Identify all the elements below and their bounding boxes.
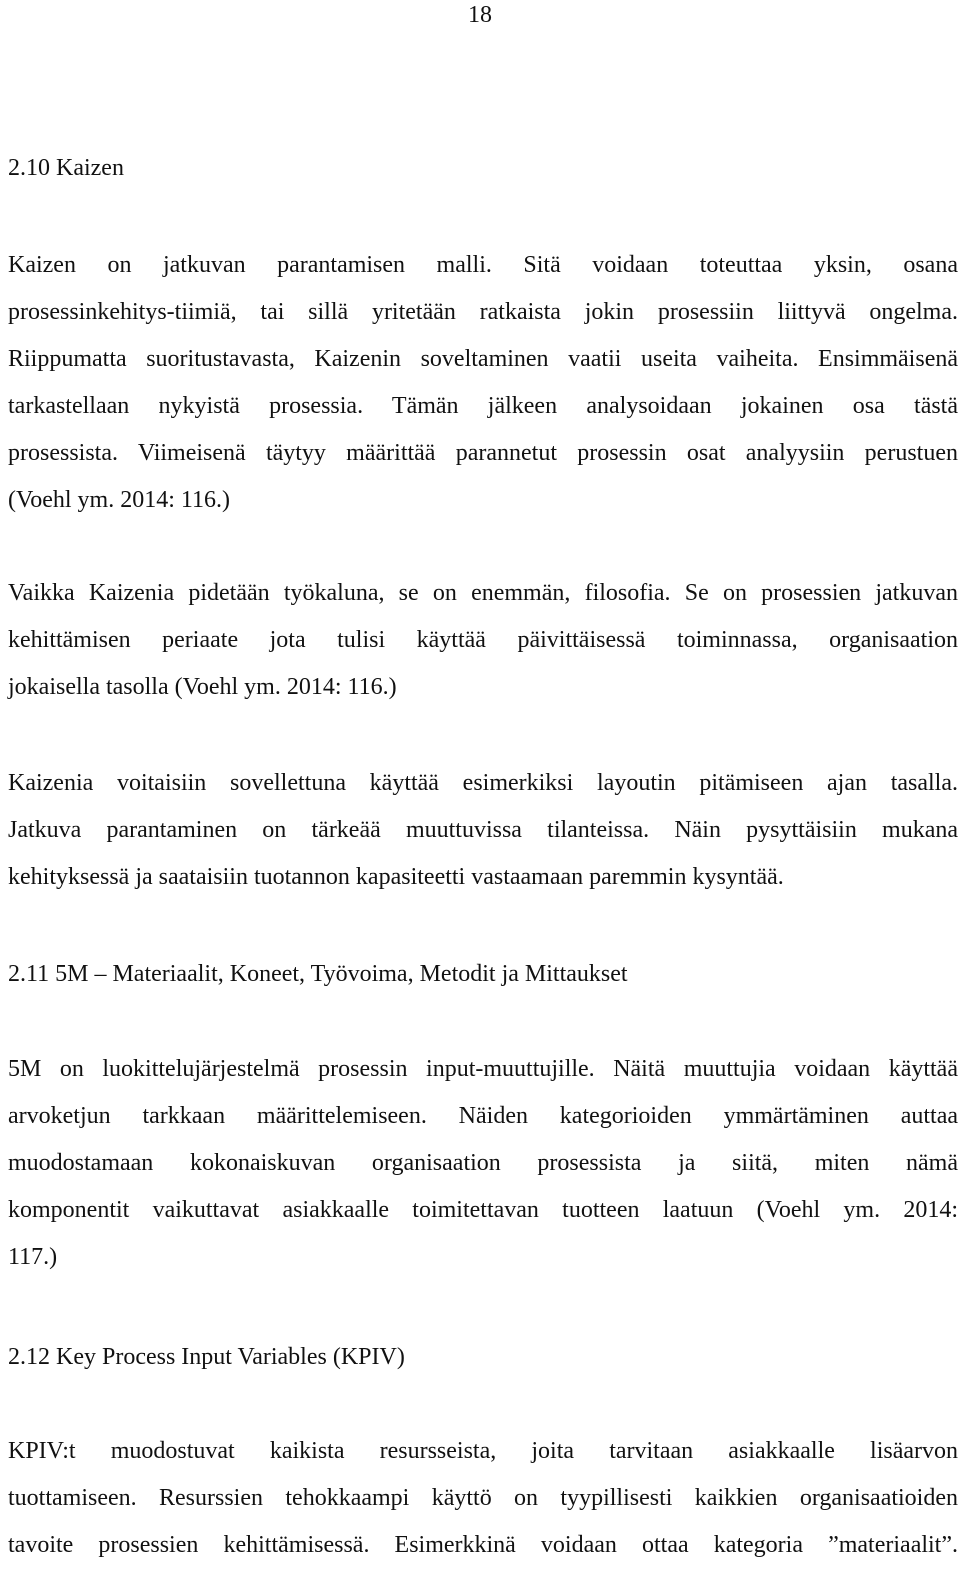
- paragraph-kaizen-intro: [8, 242, 958, 524]
- text-line: 5M on luokittelujärjestelmä prosessin input-muuttujille. Näitä muuttujia voidaan käyttää: [8, 1056, 958, 1082]
- paragraph-5m: [8, 1046, 958, 1281]
- text-line: Jatkuva parantaminen on tärkeää muuttuvissa tilanteissa. Näin pysyttäisiin mukana: [8, 817, 958, 843]
- text-line: muodostamaan kokonaiskuvan organisaation prosessista ja siitä, miten nämä: [8, 1150, 958, 1176]
- text-line: kehityksessä ja saataisiin tuotannon kapasiteetti vastaamaan paremmin kysyntää.: [8, 864, 784, 890]
- page-number: 18: [468, 2, 492, 28]
- section-heading-kpiv: 2.12 Key Process Input Variables (KPIV): [8, 1344, 405, 1370]
- text-line: Vaikka Kaizenia pidetään työkaluna, se on enemmän, filosofia. Se on prosessien jatkuvan: [8, 580, 958, 606]
- text-line: arvoketjun tarkkaan määrittelemiseen. Näiden kategorioiden ymmärtäminen auttaa: [8, 1103, 958, 1129]
- text-line: Kaizenia voitaisiin sovellettuna käyttää esimerkiksi layoutin pitämiseen ajan tasalla.: [8, 770, 958, 796]
- text-line: KPIV:t muodostuvat kaikista resursseista, joita tarvitaan asiakkaalle lisäarvon: [8, 1438, 958, 1464]
- section-heading-kaizen: 2.10 Kaizen: [8, 155, 124, 181]
- text-line: (Voehl ym. 2014: 116.): [8, 487, 230, 513]
- paragraph-kpiv: [8, 1428, 958, 1569]
- text-line: Kaizen on jatkuvan parantamisen malli. Sitä voidaan toteuttaa yksin, osana: [8, 252, 958, 278]
- text-line: kehittämisen periaate jota tulisi käyttää päivittäisessä toiminnassa, organisaation: [8, 627, 958, 653]
- text-line: jokaisella tasolla (Voehl ym. 2014: 116.): [8, 674, 397, 700]
- text-line: tavoite prosessien kehittämisessä. Esimerkkinä voidaan ottaa kategoria ”materiaalit”.: [8, 1532, 958, 1558]
- text-line: prosessista. Viimeisenä täytyy määrittää parannetut prosessin osat analyysiin perustuen: [8, 440, 958, 466]
- text-line: komponentit vaikuttavat asiakkaalle toimitettavan tuotteen laatuun (Voehl ym. 2014:: [8, 1197, 958, 1223]
- text-line: tarkastellaan nykyistä prosessia. Tämän jälkeen analysoidaan jokainen osa tästä: [8, 393, 958, 419]
- text-line: Riippumatta suoritustavasta, Kaizenin soveltaminen vaatii useita vaiheita. Ensimmäisenä: [8, 346, 958, 372]
- text-line: tuottamiseen. Resurssien tehokkaampi käyttö on tyypillisesti kaikkien organisaatioiden: [8, 1485, 958, 1511]
- paragraph-kaizen-application: [8, 760, 958, 901]
- text-line: 117.): [8, 1244, 58, 1270]
- paragraph-kaizen-philosophy: [8, 570, 958, 711]
- text-line: prosessinkehitys-tiimiä, tai sillä yritetään ratkaista jokin prosessiin liittyvä ongelma.: [8, 299, 958, 325]
- section-heading-5m: 2.11 5M – Materiaalit, Koneet, Työvoima, Metodit ja Mittaukset: [8, 961, 628, 987]
